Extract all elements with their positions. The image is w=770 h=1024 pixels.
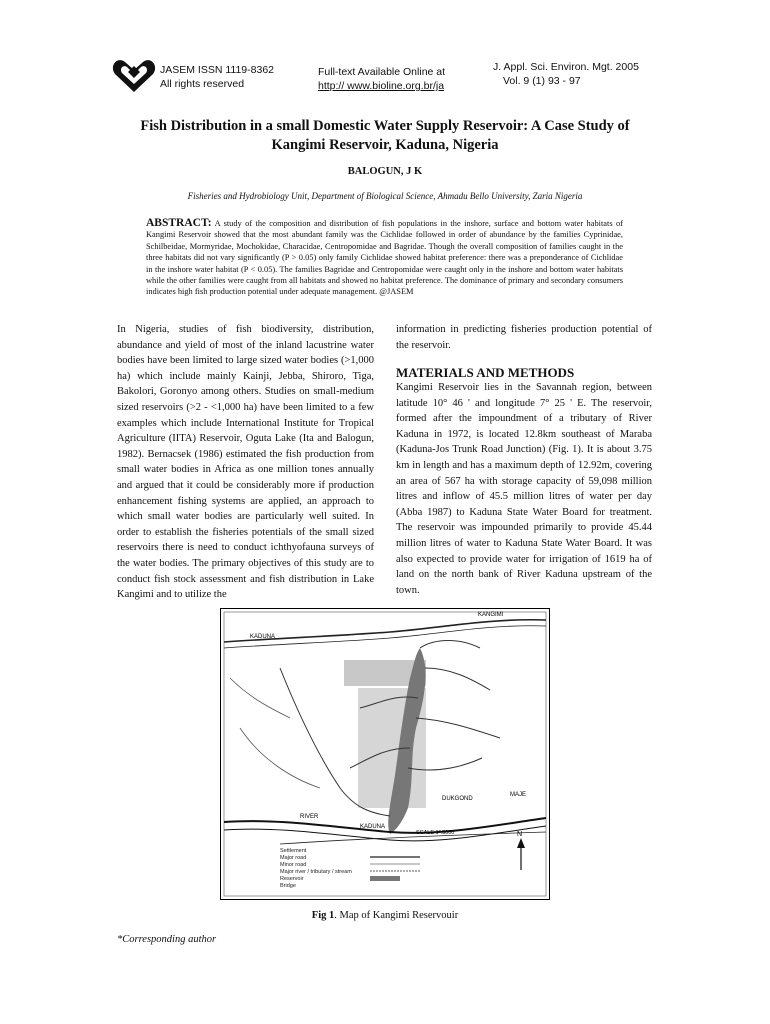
figure-caption-text: . Map of Kangimi Reservouir [334,910,459,921]
legend-settlement: Settlement [280,848,307,854]
map-label-kangimi: KANGIMI [478,612,504,618]
intro-paragraph: In Nigeria, studies of fish biodiversity, distribution, abundance and yield of most of the inland lacustrine water bodies have been limited to large sized water bodies (>1,000 ha) which include mainly Kainji, Jebba, Shiroro, Tiga, Bakolori, Goronyo among others. Studies on small-medium sized reservoirs (>2 - <1,000 ha) have been limited to a few examples which include International Institute for Tropical Agriculture (IITA) Reservoir, Oguta Lake (Ita and Balogun, 1982). Bernacsek (1986) estimated the fish production from small water bodies in Africa as one million tones annually and argued that it could be considerably more if production enhancement fishing systems are applied, an approach to which small water bodies are particularly well suited. In order to establish the fisheries potentials of the small sized reservoirs there is need to conduct ichthyofauna surveys of the water bodies. The primary objectives of this study are to conduct fish stock assessment and fish distribution in Lake Kangimi and to utilize the [117,324,374,601]
abstract-text: A study of the composition and distribution of fish populations in the inshore, surface and bottom water habitats of Kangimi Reservoir showed that the most abundant family was the Cichlidae followed in order of abundance by the families Cyprinidae, Schilbeidae, Mormyridae, Mochokidae, Characidae, Centropomidae and Bagridae. Though the overall composition of families caught in the three habitats did not vary significantly (P > 0.05) only family Cichlidae showed habitat preference: there was a preponderance of Cichlidae in the inshore water habitat (P < 0.05). The families Bagridae and Centropomidae were caught only in the inshore and bottom water habitats while the other families were caught from all habitats and showed no habitat preference. The dominance of primary and secondary consumers indicates high fish production potential under adequate management. @JASEM [146,219,623,297]
citation-block [493,60,639,88]
map-label-dukgond: DUKGOND [442,796,473,802]
journal-issn: JASEM ISSN 1119-8362 [160,64,275,76]
journal-issn-block [160,63,274,91]
map-label-scale: SCALE 1":5000 [416,830,455,836]
title-line-1: Fish Distribution in a small Domestic Water Supply Reservoir: A Case Study of [140,118,630,134]
jasem-logo-icon [111,54,157,94]
legend-minor-road: Minor road [280,862,307,868]
abstract [146,218,623,298]
section-heading-methods: MATERIALS AND METHODS [396,365,575,380]
author-name: BALOGUN, J K [347,166,423,177]
rights-reserved: All rights reserved [160,78,245,90]
legend-bridge: Bridge [280,883,296,889]
abstract-label: ABSTRACT: [146,217,212,229]
citation-journal: J. Appl. Sci. Environ. Mgt. 2005 [493,61,639,73]
intro-continuation: information in predicting fisheries production potential of the reservoir. [396,324,652,351]
author-affiliation: Fisheries and Hydrobiology Unit, Department of Biological Science, Ahmadu Bello University, Zaria Nigeria [187,191,583,201]
paper-title [100,117,670,155]
corresponding-author-footnote: *Corresponding author [117,934,217,945]
map-label-maje: MAJE [510,792,527,798]
figure-caption [0,910,770,921]
figure-caption-label: Fig 1 [311,910,335,921]
map-label-north: N [517,831,523,838]
legend-reservoir: Reservoir [280,876,304,882]
map-label-river: RIVER [300,814,319,820]
fulltext-block [318,65,445,93]
fulltext-label: Full-text Available Online at [318,66,446,78]
methods-paragraph: Kangimi Reservoir lies in the Savannah region, between latitude 10° 46 ' and longitude 7° 25 ' E. The reservoir, formed after the impoundment of a tributary of River Kaduna in 1972, is located 12.8km southeast of Maraba (Kaduna-Jos Trunk Road Junction) (Fig. 1). It is about 3.75 km in length and has a maximum depth of 12.92m, covering an area of 567 ha with storage capacity of 59,098 million litres and inflow of 45.5 million litres of water per day (Abba 1987) to Kaduna State Water Board for treatment. The reservoir was impounded primarily to provide 45.44 million litres of water to Kaduna State Water Board. It was also expected to provide water for irrigation of 1619 ha of land on the north bank of River Kaduna upstream of the town. [396,382,652,596]
kangimi-reservoir-map [220,608,550,900]
fulltext-link[interactable]: http:// www.bioline.org.br/ja [318,80,445,92]
legend-major-road: Major road [280,855,307,861]
map-label-kaduna-river: KADUNA [360,824,386,830]
title-line-2: Kangimi Reservoir, Kaduna, Nigeria [271,137,499,153]
map-label-kaduna: KADUNA [250,634,276,640]
citation-volume: Vol. 9 (1) 93 - 97 [503,75,581,87]
legend-river: Major river / tributary / stream [280,869,352,875]
